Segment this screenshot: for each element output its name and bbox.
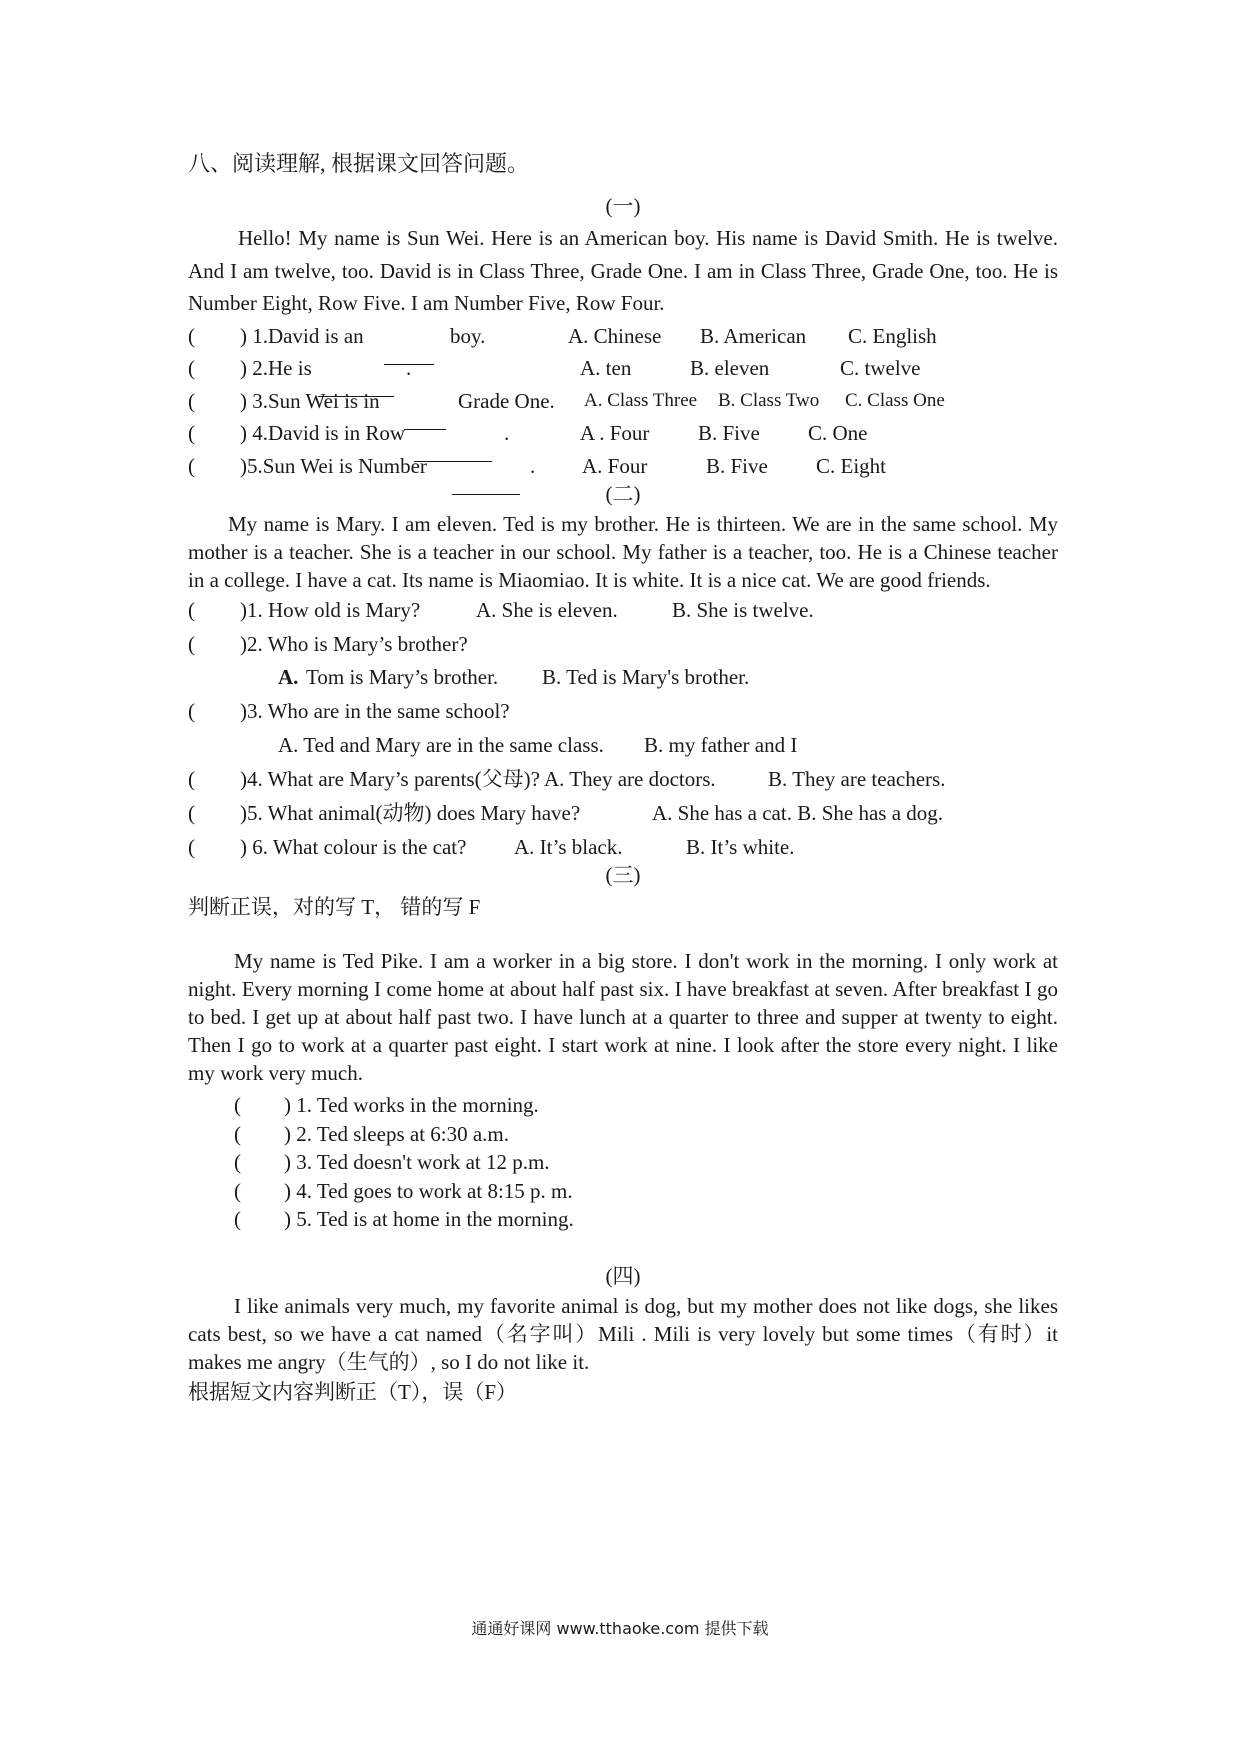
section-4-title: (四) bbox=[605, 1263, 641, 1288]
item-text: ) 5. Ted is at home in the morning. bbox=[284, 1207, 574, 1231]
question-after: . bbox=[406, 356, 412, 380]
answer-paren: ( bbox=[188, 767, 195, 791]
question-after: . bbox=[530, 453, 536, 478]
question-text: )3. Who are in the same school? bbox=[240, 699, 510, 723]
question-text: ) 6. What colour is the cat? bbox=[240, 835, 467, 859]
option-a: A. It’s black. bbox=[514, 835, 623, 859]
option-a: Tom is Mary’s brother. bbox=[306, 665, 499, 689]
answer-paren: ( bbox=[188, 835, 195, 859]
answer-paren: ( bbox=[234, 1121, 241, 1146]
option-c: C. One bbox=[808, 421, 868, 445]
option-a: A. ten bbox=[580, 356, 632, 380]
question-text: ) 1.David is an bbox=[240, 323, 364, 348]
question-text: )1. How old is Mary? bbox=[240, 598, 421, 622]
question-after: . bbox=[504, 421, 510, 445]
option-b: B. Five bbox=[698, 421, 760, 445]
option-c: C. English bbox=[848, 323, 937, 348]
s3-item-5 bbox=[188, 1203, 1058, 1232]
page-footer: 通通好课网 www.tthaoke.com 提供下载 bbox=[471, 1619, 769, 1638]
s3-item-4 bbox=[188, 1175, 1058, 1204]
s2-question-4 bbox=[188, 763, 1058, 797]
option-b: B. my father and I bbox=[644, 733, 798, 757]
answer-paren: ( bbox=[188, 632, 195, 656]
s3-item-2 bbox=[188, 1118, 1058, 1147]
answer-paren: ( bbox=[188, 699, 195, 723]
question-after: boy. bbox=[450, 323, 486, 348]
question-text: )5.Sun Wei is Number bbox=[240, 453, 427, 478]
answer-paren: ( bbox=[188, 323, 195, 348]
section-heading: 八、阅读理解, 根据课文回答问题。 bbox=[188, 151, 530, 176]
s2-question-5 bbox=[188, 797, 1058, 831]
option-a-letter: A. bbox=[278, 665, 299, 689]
option-c: C. Class One bbox=[845, 389, 945, 411]
s2-question-2-options bbox=[188, 661, 1058, 695]
option-b: B. They are teachers. bbox=[768, 767, 946, 791]
section-4-passage: I like animals very much, my favorite animal is dog, but my mother does not like dogs, she likes cats best, so we have a cat named（名字叫）Mili . Mili is very lovely but some times（有时）it makes me angry（生气的）, so I do not like it. bbox=[188, 1293, 1058, 1374]
question-text: ) 2.He is bbox=[240, 356, 312, 380]
option-b: B. American bbox=[700, 323, 807, 348]
option-a: A. She is eleven. bbox=[476, 598, 618, 622]
option-a: A. Class Three bbox=[584, 389, 698, 411]
option-c: C. twelve bbox=[840, 356, 921, 380]
question-text: )2. Who is Mary’s brother? bbox=[240, 632, 468, 656]
answer-paren: ( bbox=[188, 801, 195, 825]
answer-paren: ( bbox=[234, 1093, 241, 1117]
section-3-passage: My name is Ted Pike. I am a worker in a big store. I don't work in the morning. I only work at night. Every morning I come home at about half past six. I have breakfast at seven. After breakfast I go to bed. I get up at about half past two. I have lunch at a quarter to three and supper at twenty to eight. Then I go to work at a quarter past eight. I start work at nine. I look after the store every night. I like my work very much. bbox=[188, 949, 1058, 1085]
question-after: Grade One. bbox=[458, 388, 555, 413]
section-3-title: (三) bbox=[605, 863, 641, 887]
section-2-passage: My name is Mary. I am eleven. Ted is my brother. He is thirteen. We are in the same school. My mother is a teacher. She is a teacher in our school. My father is a teacher, too. He is a Chinese teacher in a college. I have a cat. Its name is Miaomiao. It is white. It is a nice cat. We are good friends. bbox=[188, 512, 1058, 592]
question-text: )4. What are Mary’s parents(父母)? A. They are doctors. bbox=[240, 767, 716, 791]
answer-paren: ( bbox=[188, 421, 195, 445]
answer-paren: ( bbox=[234, 1178, 241, 1203]
option-b: B. eleven bbox=[690, 356, 770, 380]
question-text: )5. What animal(动物) does Mary have? bbox=[240, 801, 581, 825]
s2-question-3-options bbox=[188, 729, 1058, 763]
answer-blank[interactable] bbox=[452, 474, 520, 495]
option-b: B. Ted is Mary's brother. bbox=[542, 665, 750, 689]
answer-paren: ( bbox=[234, 1207, 241, 1231]
s1-question-2 bbox=[188, 352, 1058, 385]
answer-paren: ( bbox=[188, 388, 195, 413]
s2-question-1 bbox=[188, 594, 1058, 628]
option-b: B. She is twelve. bbox=[672, 598, 814, 622]
s3-item-3 bbox=[188, 1146, 1058, 1175]
s1-question-1 bbox=[188, 320, 1058, 353]
option-c: C. Eight bbox=[816, 453, 887, 478]
worksheet-page bbox=[188, 148, 1058, 1408]
question-text: ) 3.Sun Wei is in bbox=[240, 388, 380, 413]
s3-item-1 bbox=[188, 1089, 1058, 1118]
option-b: B. It’s white. bbox=[686, 835, 795, 859]
s2-question-3 bbox=[188, 695, 1058, 729]
option-b: B. Five bbox=[706, 453, 768, 478]
s1-question-3 bbox=[188, 385, 1058, 418]
s1-question-4 bbox=[188, 417, 1058, 450]
option-a: A. Chinese bbox=[568, 323, 662, 348]
item-text: ) 4. Ted goes to work at 8:15 p. m. bbox=[284, 1178, 573, 1203]
item-text: ) 2. Ted sleeps at 6:30 a.m. bbox=[284, 1121, 510, 1146]
s2-question-6 bbox=[188, 831, 1058, 865]
section-1-passage: Hello! My name is Sun Wei. Here is an American boy. His name is David Smith. He is twelve. And I am twelve, too. David is in Class Three, Grade One. I am in Class Three, Grade One, too. He is Number Eight, Row Five. I am Number Five, Row Four. bbox=[188, 226, 1058, 315]
section-3-instruction: 判断正误，对的写 T， 错的写 F bbox=[188, 895, 481, 919]
section-2-title: (二) bbox=[605, 482, 641, 506]
option-a: A . Four bbox=[580, 421, 650, 445]
item-text: ) 1. Ted works in the morning. bbox=[284, 1093, 539, 1117]
answer-paren: ( bbox=[234, 1150, 241, 1174]
option-b: B. Class Two bbox=[718, 389, 820, 411]
question-text: ) 4.David is in Row bbox=[240, 421, 406, 445]
s2-question-2 bbox=[188, 628, 1058, 661]
option-a: A. She has a cat. B. She has a dog. bbox=[652, 801, 944, 825]
option-a: A. Four bbox=[582, 453, 648, 478]
answer-paren: ( bbox=[188, 453, 195, 478]
answer-paren: ( bbox=[188, 356, 195, 380]
s1-question-5 bbox=[188, 450, 1058, 483]
item-text: ) 3. Ted doesn't work at 12 p.m. bbox=[284, 1150, 550, 1174]
answer-paren: ( bbox=[188, 598, 195, 622]
section-4-instruction: 根据短文内容判断正（T），误（F） bbox=[188, 1379, 518, 1404]
section-1-title: (一) bbox=[605, 194, 641, 218]
option-a: A. Ted and Mary are in the same class. bbox=[278, 733, 604, 757]
